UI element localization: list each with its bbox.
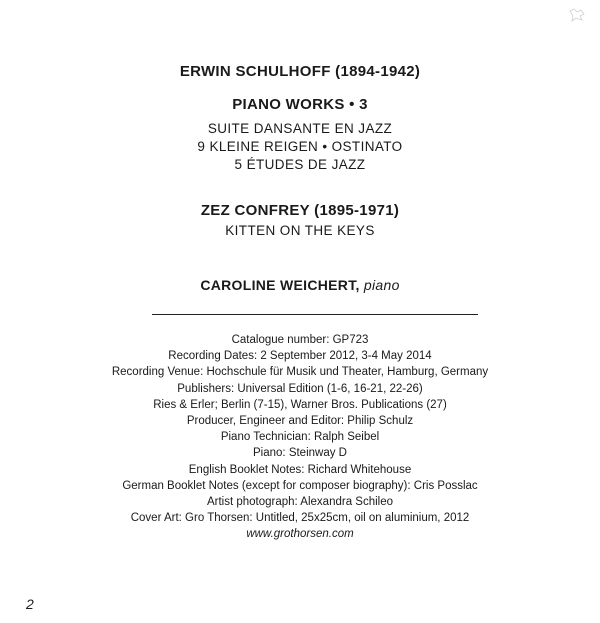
credit-publishers-cont: Ries & Erler; Berlin (7-15), Warner Bros. Publications (27): [153, 398, 447, 411]
work-title-suite: SUITE DANSANTE EN JAZZ: [207, 121, 393, 136]
performer-line: [0, 277, 600, 293]
credits-block: [0, 332, 600, 543]
work-title-reigen-ostinato: 9 KLEINE REIGEN • OSTINATO: [197, 139, 403, 154]
work-title-kitten: KITTEN ON THE KEYS: [225, 223, 375, 238]
credit-producer: Producer, Engineer and Editor: Philip Schulz: [186, 415, 414, 428]
composer-heading-schulhoff: ERWIN SCHULHOFF (1894-1942): [179, 63, 421, 80]
credit-website: www.grothorsen.com: [246, 528, 354, 541]
scan-mark-icon: [568, 8, 586, 22]
credit-recording-venue: Recording Venue: Hochschule für Musik und Theater, Hamburg, Germany: [111, 366, 489, 379]
credit-piano: Piano: Steinway D: [253, 447, 347, 460]
credit-catalogue: Catalogue number: GP723: [231, 334, 369, 346]
credit-english-notes: English Booklet Notes: Richard Whitehouse: [188, 463, 412, 476]
composer-heading-confrey: ZEZ CONFREY (1895-1971): [200, 202, 400, 219]
album-title: PIANO WORKS • 3: [232, 96, 368, 113]
page-number: 2: [26, 596, 34, 612]
performer-instrument: piano: [363, 277, 400, 293]
credit-german-notes: German Booklet Notes (except for composer biography): Cris Posslac: [122, 479, 478, 492]
work-title-etudes: 5 ÉTUDES DE JAZZ: [234, 157, 366, 172]
performer-name: CAROLINE WEICHERT,: [200, 277, 360, 293]
credit-publishers: Publishers: Universal Edition (1-6, 16-21, 22-26): [177, 382, 423, 395]
credit-piano-technician: Piano Technician: Ralph Seibel: [220, 431, 380, 444]
divider-rule: [152, 314, 478, 315]
credit-cover-art: Cover Art: Gro Thorsen: Untitled, 25x25cm, oil on aluminium, 2012: [130, 512, 470, 525]
credit-recording-dates: Recording Dates: 2 September 2012, 3-4 May 2014: [168, 350, 432, 363]
credit-artist-photo: Artist photograph: Alexandra Schileo: [206, 496, 394, 509]
